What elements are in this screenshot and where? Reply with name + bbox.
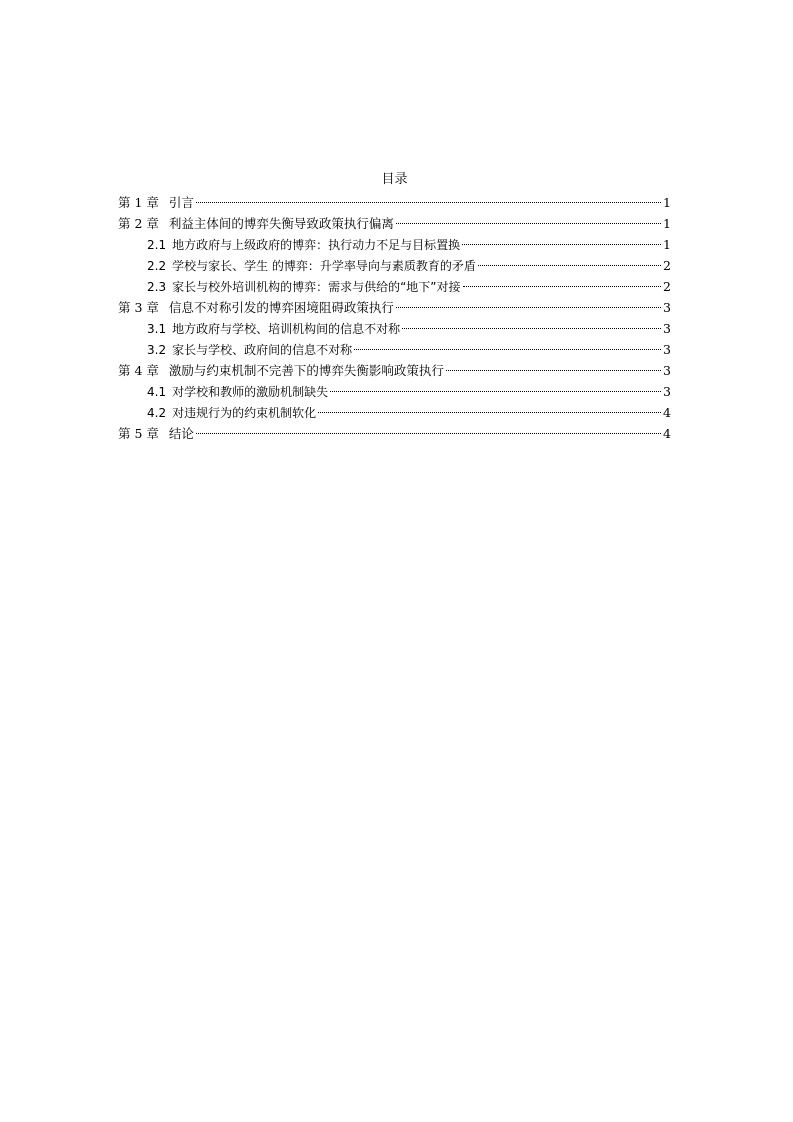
toc-entry-page: 3 [663,342,671,357]
toc-entry-page: 4 [663,405,671,420]
toc-entry-number: 4.1 [147,385,167,399]
toc-entry-title: 地方政府与上级政府的博弈：执行动力不足与目标置换 [172,238,461,252]
toc-entry-title: 激励与约束机制不完善下的博弈失衡影响政策执行 [168,363,444,378]
toc-section-entry[interactable] [118,402,671,423]
toc-dot-leader [478,265,661,266]
toc-chapter-entry[interactable] [118,297,671,318]
toc-chapter-entry[interactable] [118,423,671,444]
toc-entry-number: 第 5 章 [118,426,159,441]
toc-section-entry[interactable] [118,339,671,360]
toc-entry-title: 利益主体间的博弈失衡导致政策执行偏离 [168,216,394,231]
toc-entry-number: 2.2 [147,259,167,273]
toc-section-entry[interactable] [118,381,671,402]
toc-entry-page: 1 [663,216,671,231]
toc-entry-number: 第 1 章 [118,195,159,210]
toc-entry-number: 2.3 [147,280,167,294]
toc-entry-title: 引言 [168,195,194,210]
toc-section-entry[interactable] [118,234,671,255]
toc-dot-leader [446,370,661,371]
toc-entry-page: 3 [663,384,671,399]
toc-dot-leader [196,433,661,434]
toc-section-entry[interactable] [118,276,671,297]
toc-dot-leader [462,244,661,245]
toc-entry-number: 第 3 章 [118,300,159,315]
toc-entry-number: 2.1 [147,238,167,252]
toc-entry-title: 结论 [168,426,194,441]
toc-entry-page: 2 [663,279,671,294]
toc-entry-page: 1 [663,237,671,252]
toc-dot-leader [402,328,661,329]
toc-entry-number: 第 2 章 [118,216,159,231]
toc-chapter-entry[interactable] [118,192,671,213]
toc-entry-page: 1 [663,195,671,210]
toc-dot-leader [330,391,661,392]
toc-entry-title: 家长与校外培训机构的博弈：需求与供给的“地下”对接 [172,280,461,294]
toc-entry-number: 3.1 [147,322,167,336]
toc-entry-title: 家长与学校、政府间的信息不对称 [172,343,353,357]
toc-dot-leader [196,202,661,203]
toc-entry-title: 学校与家长、学生 的博弈：升学率导向与素质教育的矛盾 [172,259,476,273]
toc-dot-leader [354,349,661,350]
table-of-contents [118,171,671,444]
toc-entry-page: 3 [663,300,671,315]
toc-entry-number: 第 4 章 [118,363,159,378]
toc-chapter-entry[interactable] [118,360,671,381]
toc-chapter-entry[interactable] [118,213,671,234]
toc-list [118,192,671,444]
toc-section-entry[interactable] [118,318,671,339]
toc-dot-leader [463,286,662,287]
toc-dot-leader [396,223,661,224]
toc-dot-leader [318,412,661,413]
toc-entry-number: 4.2 [147,406,167,420]
toc-entry-title: 对学校和教师的激励机制缺失 [172,385,329,399]
toc-entry-page: 2 [663,258,671,273]
toc-entry-title: 地方政府与学校、培训机构间的信息不对称 [172,322,401,336]
toc-entry-title: 对违规行为的约束机制软化 [172,406,317,420]
toc-dot-leader [396,307,661,308]
toc-entry-page: 4 [663,426,671,441]
toc-entry-page: 3 [663,321,671,336]
toc-entry-number: 3.2 [147,343,167,357]
toc-section-entry[interactable] [118,255,671,276]
toc-title: 目录 [381,172,408,187]
toc-entry-title: 信息不对称引发的博弈困境阻碍政策执行 [168,300,394,315]
toc-entry-page: 3 [663,363,671,378]
